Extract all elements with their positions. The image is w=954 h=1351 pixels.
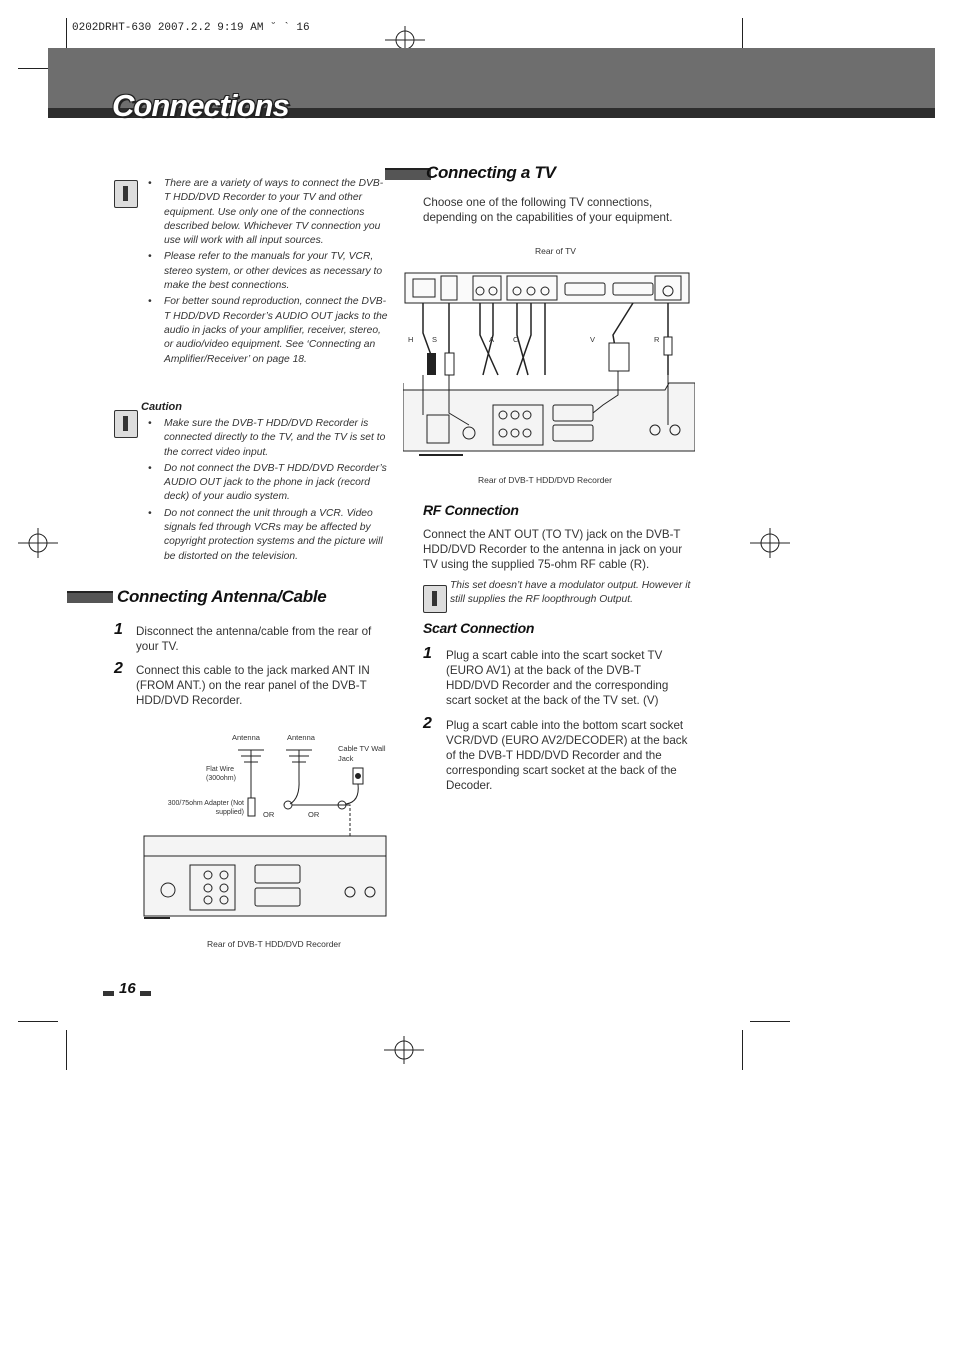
caution-label: Caution — [141, 401, 182, 413]
wall-jack-icon — [338, 768, 363, 809]
tv-section-title: Connecting a TV — [426, 163, 556, 182]
note-icon — [423, 585, 447, 613]
note-icon — [114, 180, 138, 208]
antenna-2-icon — [284, 750, 350, 809]
page-number-marker — [140, 991, 151, 996]
page-number: 16 — [119, 980, 136, 997]
rf-connection-text: Connect the ANT OUT (TO TV) jack on the DVB-T HDD/DVD Recorder to the antenna in jack on your TV using the supplied 75-ohm RF cable (R). — [423, 528, 683, 571]
cable-letter: V — [590, 335, 596, 344]
crop-mark — [66, 1030, 67, 1070]
page-number-marker — [103, 991, 114, 996]
step-number: 2 — [114, 660, 123, 677]
step-text: Plug a scart cable into the bottom scart socket VCR/DVD (EURO AV2/DECODER) at the back of the DVB-T HDD/DVD Recorder and the corresponding scart socket at the back of the Decoder. — [446, 719, 688, 792]
print-slug: 0202DRHT-630 2007.2.2 9:19 AM ˘ ` 16 — [72, 22, 310, 34]
cable-letter: H — [408, 335, 414, 344]
rf-connection-title: RF Connection — [423, 502, 519, 518]
rear-of-tv-caption: Rear of TV — [535, 246, 576, 256]
or-label: OR — [263, 810, 275, 819]
rear-of-recorder-caption: Rear of DVB-T HDD/DVD Recorder — [478, 475, 612, 485]
antenna-section-title: Connecting Antenna/Cable — [117, 587, 327, 606]
cable-letter: C — [513, 335, 519, 344]
cable-letter: A — [489, 335, 495, 344]
section-bar — [385, 168, 431, 180]
tv-intro-text: Choose one of the following TV connections, depending on the capabilities of your equipment. — [423, 196, 673, 224]
recorder-rear-panel — [144, 836, 386, 918]
step-text: Plug a scart cable into the scart socket TV (EURO AV1) at the back of the DVB-T HDD/DVD Recorder and the corresponding scart socket at the back of the TV set. (V) — [446, 649, 669, 707]
step-number: 1 — [114, 621, 123, 638]
caution-list — [148, 417, 388, 566]
flat-wire-label: Flat Wire (300ohm) — [206, 766, 236, 782]
note-item: • Please refer to the manuals for your TV, VCR, stereo system, or other devices as necessary to make the best connections. — [148, 250, 388, 293]
caution-icon — [114, 410, 138, 438]
note-item: • There are a variety of ways to connect the DVB-T HDD/DVD Recorder to your TV and other equipment. Use only one of the connections described below. Whichever TV connection you use will work with all input sources. — [148, 177, 388, 248]
registration-mark-left — [18, 528, 58, 558]
caution-item: • Make sure the DVB-T HDD/DVD Recorder is connected directly to the TV, and the TV is set to the correct video input. — [148, 417, 388, 460]
rf-note: This set doesn’t have a modulator output. However it still supplies the RF loopthrough Output. — [450, 580, 691, 606]
crop-mark — [742, 1030, 743, 1070]
antenna-1-icon — [238, 750, 264, 816]
crop-mark — [18, 1021, 58, 1022]
cable-tv-label: Cable TV Wall Jack — [338, 744, 386, 763]
step-number: 1 — [423, 645, 432, 662]
or-label: OR — [308, 810, 320, 819]
notes-list — [148, 177, 388, 369]
scart-connection-title: Scart Connection — [423, 620, 535, 636]
tv-connection-diagram — [403, 265, 695, 460]
cable-letter: S — [432, 335, 438, 344]
note-item: • For better sound reproduction, connect the DVB-T HDD/DVD Recorder’s AUDIO OUT jacks to the audio in jacks of your amplifier, receiver, stereo, or audio/video equipment. See ‘Connecting an Amplifier/Receiver’ on page 18. — [148, 295, 388, 366]
antenna-figure-caption: Rear of DVB-T HDD/DVD Recorder — [207, 939, 341, 949]
crop-mark — [750, 1021, 790, 1022]
antenna-diagram — [140, 740, 390, 925]
caution-item: • Do not connect the DVB-T HDD/DVD Recorder’s AUDIO OUT jack to the phone in jack (record deck) of your audio system. — [148, 462, 388, 505]
antenna-label: Antenna — [232, 733, 260, 742]
registration-mark-right — [750, 528, 790, 558]
caution-item: • Do not connect the unit through a VCR. Video signals fed through VCRs may be affected by copyright protection systems and the picture will be distorted on the television. — [148, 507, 388, 564]
recorder-rear-panel — [403, 383, 695, 455]
antenna-label: Antenna — [287, 733, 315, 742]
registration-mark-bottom — [384, 1036, 424, 1064]
tv-rear-panel — [405, 273, 689, 303]
step-text: Disconnect the antenna/cable from the rear of your TV. — [136, 625, 372, 653]
step-number: 2 — [423, 715, 432, 732]
cable-letter: R — [654, 335, 660, 344]
adapter-label: 300/75ohm Adapter (Not supplied) — [167, 800, 244, 816]
page-title: Connections — [112, 88, 289, 123]
step-text: Connect this cable to the jack marked ANT IN (FROM ANT.) on the rear panel of the DVB-T HDD/DVD Recorder. — [136, 664, 370, 707]
section-bar — [67, 591, 113, 603]
